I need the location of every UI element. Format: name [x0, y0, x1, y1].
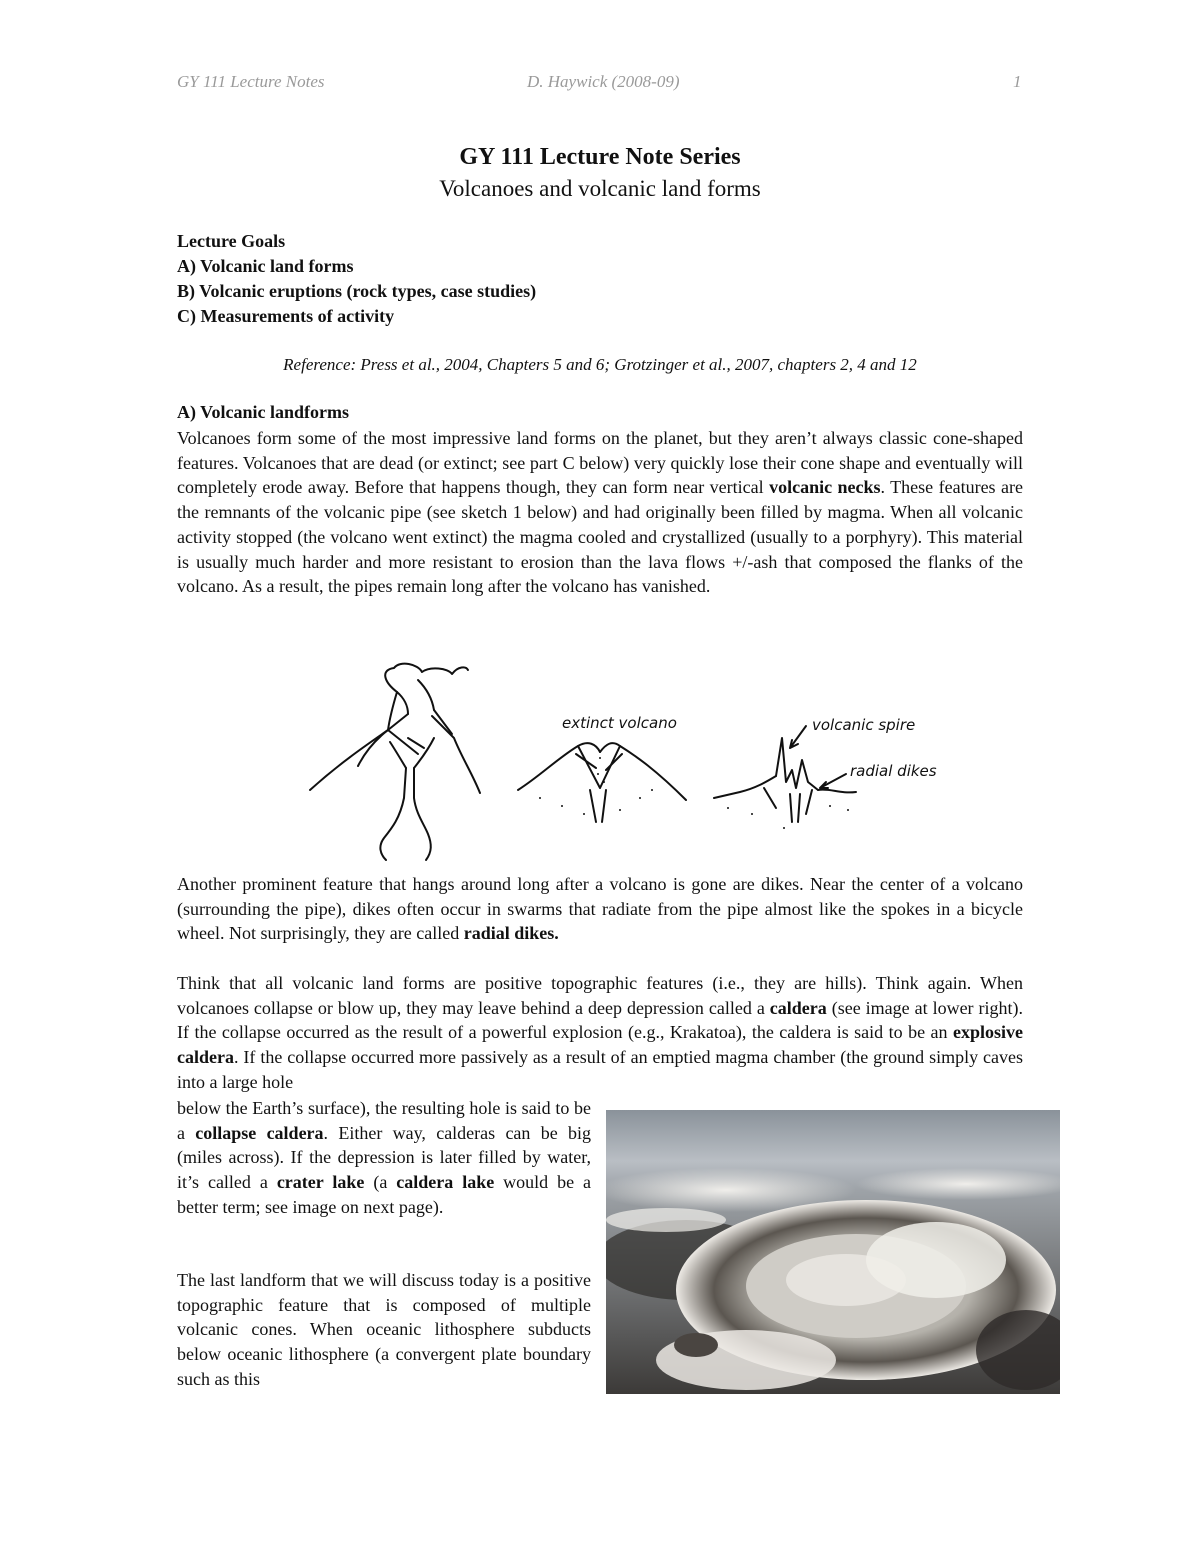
volcano-sketch-figure [300, 658, 950, 870]
spire-dikes-sketch [714, 716, 937, 829]
paragraph-volcanic-cones: The last landform that we will discuss today is a positive topographic feature that is composed of multiple volcanic cones. When oceanic lithosphere subducts below oceanic lithosphere (a convergent plate boundary such as this [177, 1270, 591, 1389]
goal-item: B) Volcanic eruptions (rock types, case studies) [177, 281, 537, 301]
page-number: 1 [1013, 72, 1022, 91]
extinct-volcano-label: extinct volcano [562, 714, 677, 732]
lecture-goals [177, 229, 536, 329]
paragraph-collapse-caldera: below the Earth’s surface), the resulting hole is said to be a collapse caldera. Either way, calderas can be big (miles across). If the depression is later filled by water, it’s called a crater lake (a caldera lake would be a better term; see image on next page). [177, 1098, 592, 1217]
paragraph-calderas: Think that all volcanic land forms are positive topographic features (i.e., they are hills). Think again. When volcanoes collapse or blow up, they may leave behind a deep depression called a caldera (see image at lower right). If the collapse occurred as the result of a powerful explosion (e.g., Krakatoa), the caldera is said to be an explosive caldera. If the collapse occurred more passively as a result of an emptied magma chamber (the ground simply caves into a large hole [177, 973, 1024, 1092]
goal-item: A) Volcanic land forms [177, 256, 354, 276]
goal-item: C) Measurements of activity [177, 306, 395, 326]
running-header-left: GY 111 Lecture Notes [177, 72, 325, 91]
paragraph-radial-dikes: Another prominent feature that hangs around long after a volcano is gone are dikes. Near the center of a volcano (surrounding the pipe), dikes often occur in swarms that radiate from the pipe almost like the spokes in a bicycle wheel. Not surprisingly, they are called radial dikes. [177, 874, 1023, 944]
paragraph-volcanic-necks: Volcanoes form some of the most impressive land forms on the planet, but they aren’t always classic cone-shaped features. Volcanoes that are dead (or extinct; see part C below) very quickly lose their cone shape and eventually will completely erode away. Before that happens though, they can form near vertical volcanic necks. These features are the remnants of the volcanic pipe (see sketch 1 below) and had originally been filled by magma. When all volcanic activity stopped (the volcano went extinct) the magma cooled and crystallized (usually to a porphyry). This material is usually much harder and more resistant to erosion than the lava flows +/-ash that composed the flanks of the volcano. As a result, the pipes remain long after the volcano has vanished. [177, 428, 1023, 597]
caldera-aerial-photo [606, 1110, 1060, 1394]
extinct-volcano-sketch [518, 714, 686, 822]
goals-heading: Lecture Goals [177, 231, 286, 251]
running-header-author: D. Haywick (2008-09) [527, 72, 680, 91]
section-heading: A) Volcanic landforms [177, 402, 350, 422]
volcanic-spire-label: volcanic spire [812, 716, 916, 734]
active-volcano-sketch [310, 664, 480, 860]
document-subtitle: Volcanoes and volcanic land forms [439, 176, 761, 201]
radial-dikes-label: radial dikes [850, 762, 937, 780]
document-title: GY 111 Lecture Note Series [459, 144, 741, 170]
reference-line: Reference: Press et al., 2004, Chapters 5 and 6; Grotzinger et al., 2007, chapters 2, 4 and 12 [283, 355, 917, 374]
